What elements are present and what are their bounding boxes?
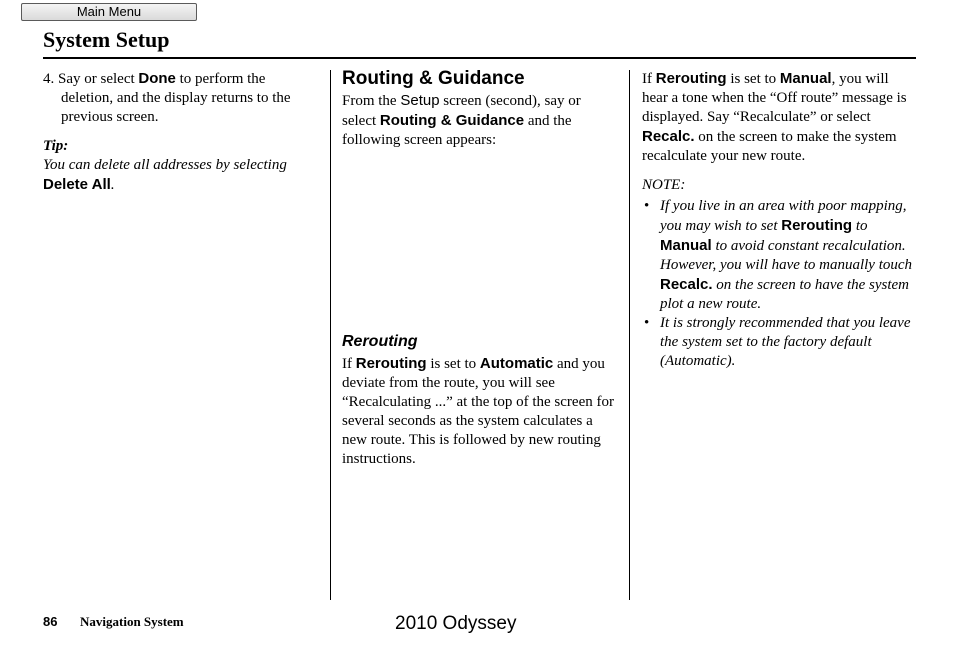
routing-guidance-keyword: Routing & Guidance — [379, 112, 525, 129]
model-watermark: 2010 Odyssey — [395, 613, 517, 634]
middle-column — [342, 67, 617, 469]
note-list — [642, 197, 917, 371]
done-keyword: Done — [138, 70, 176, 87]
step-text: Say or select — [58, 71, 139, 87]
recalc-keyword: Recalc. — [660, 276, 713, 293]
recalc-keyword: Recalc. — [642, 128, 695, 145]
note-item: • It is strongly recommended that you leave the system set to the factory default (Automatic). — [642, 314, 917, 371]
main-menu-button[interactable]: Main Menu — [21, 3, 197, 21]
note-item: • If you live in an area with poor mapping, you may wish to set Rerouting to Manual to avoid constant recalculation. However, you will have to manually touch Recalc. on the screen to have the system plot a new route. — [642, 197, 917, 314]
right-column — [642, 69, 917, 371]
subheading-rerouting: Rerouting — [342, 333, 418, 350]
column-divider-right — [629, 70, 630, 600]
section-intro: From the Setup screen (second), say or select Routing & Guidance and the following screen appears: — [342, 92, 581, 148]
title-divider — [43, 57, 916, 59]
document-title: Navigation System — [80, 614, 184, 629]
screen-image-placeholder — [342, 150, 617, 332]
tip-label: Tip: — [43, 138, 69, 154]
step-number: 4. — [43, 71, 55, 87]
delete-all-keyword: Delete All — [43, 176, 111, 193]
rerouting-keyword: Rerouting — [655, 70, 727, 87]
note-label: NOTE: — [642, 177, 686, 193]
column-divider-left — [330, 70, 331, 600]
automatic-keyword: Automatic — [479, 355, 554, 372]
step-text-end: to perform the deletion, and the display returns to the previous screen. — [61, 71, 291, 125]
manual-keyword: Manual — [660, 237, 712, 254]
page-number: 86 — [43, 614, 58, 629]
section-heading-routing-guidance: Routing & Guidance — [342, 68, 525, 89]
page-title: System Setup — [43, 27, 170, 52]
rerouting-keyword: Rerouting — [355, 355, 427, 372]
manual-keyword: Manual — [779, 70, 832, 87]
tip-text: You can delete all addresses by selecting Delete All. — [43, 157, 287, 193]
manual-reroute-text: If Rerouting is set to Manual, you will hear a tone when the “Off route” message is displayed. Say “Recalculate” or select Recalc. on the screen to make the system recalculate your new route. — [642, 70, 907, 164]
left-column — [43, 69, 313, 195]
setup-keyword: Setup — [400, 92, 440, 109]
rerouting-keyword: Rerouting — [781, 217, 853, 234]
rerouting-text: If Rerouting is set to Automatic and you deviate from the route, you will see “Recalculating ...” at the top of the screen for several seconds as the system calculates a new route. This is followed by new routing instructions. — [342, 355, 614, 467]
step-4 — [43, 69, 313, 127]
